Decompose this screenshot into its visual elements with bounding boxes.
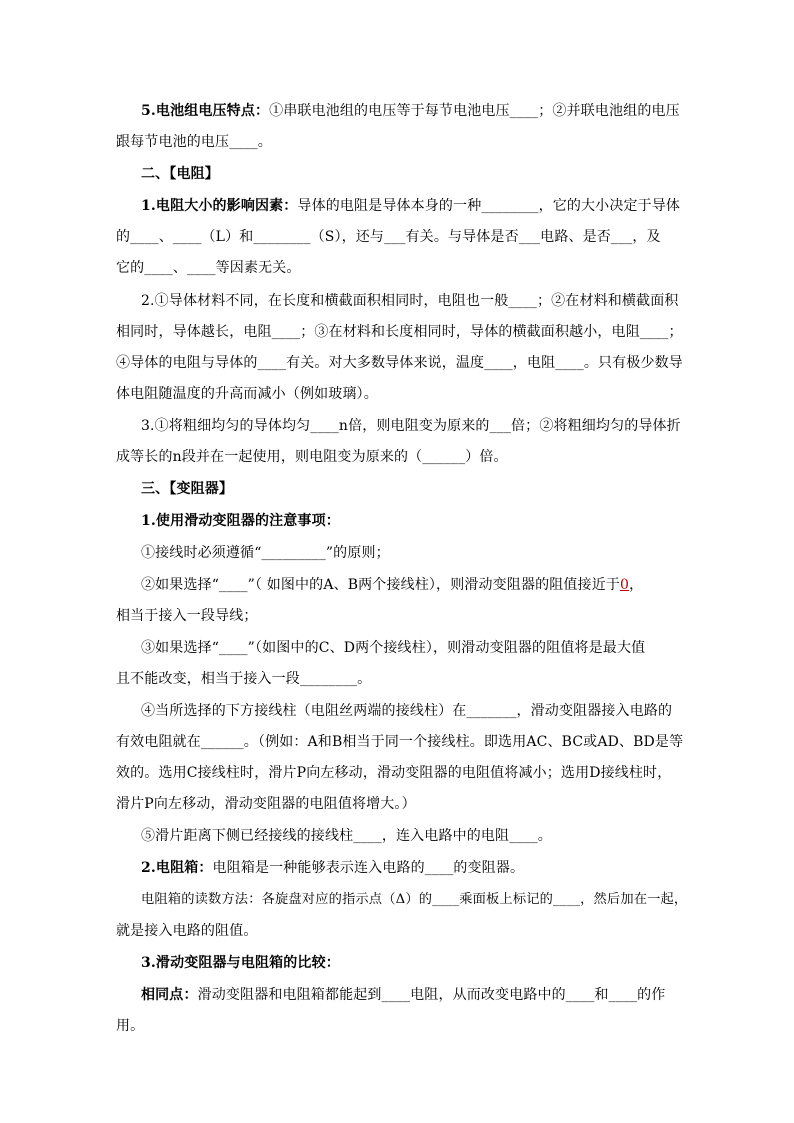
rheostat-p3-line2: 且不能改变，相当于接入一段________。 — [116, 671, 372, 687]
rheostat-p4-line1: ④当所选择的下方接线柱（电阻丝两端的接线柱）在_______，滑动变阻器接入电路的 — [141, 703, 673, 719]
box-text: 电阻箱是一种能够表示连入电路的____的变阻器。 — [212, 860, 525, 876]
box-line1 — [141, 858, 524, 878]
section5-text: ①串联电池组的电压等于每节电池电压____；②并联电池组的电压 — [269, 103, 680, 119]
item1-label: 1.电阻大小的影响因素： — [141, 198, 298, 214]
item2-line4: 体电阻随温度的升高而减小（例如玻璃）。 — [116, 386, 378, 402]
compare-title: 3.滑动变阻器与电阻箱的比较： — [141, 955, 340, 971]
item2-line1: 2.①导体材料不同，在长度和横截面积相同时，电阻也一般____；②在材料和横截面积 — [141, 293, 679, 309]
compare-same-text: 滑动变阻器和电阻箱都能起到____电阻，从而改变电路中的____和____的作 — [197, 987, 666, 1003]
compare-same-label: 相同点： — [141, 987, 198, 1003]
section5-line2: 跟每节电池的电压____。 — [116, 134, 272, 150]
rheostat-p2-line2: 相当于接入一段导线； — [116, 608, 258, 624]
box-read-line1: 电阻箱的读数方法：各旋盘对应的指示点（Δ）的____乘面板上标记的____，然后加在一起， — [141, 892, 688, 907]
rheostat-p5: ⑤滑片距离下侧已经接线的接线柱____，连入电路中的电阻____。 — [141, 828, 552, 844]
rheostat-p4-line2: 有效电阻就在______。（例如：A和B相当于同一个接线柱。即选用AC、BC或AD、BD是等 — [116, 734, 684, 750]
rheostat-p3-line1: ③如果选择“____”（如图中的C、D两个接线柱），则滑动变阻器的阻值将是最大值 — [141, 640, 646, 656]
item2-line2: 相同时，导体越长，电阻____；③在材料和长度相同时，导体的横截面积越小，电阻____； — [116, 324, 683, 340]
box-label: 2.电阻箱： — [141, 860, 213, 876]
compare-same-line1 — [141, 985, 665, 1005]
heading-resistance: 二、【电阻】 — [141, 166, 219, 182]
item1-line2: 的____、____（L）和________（S），还与___有关。与导体是否___电路、是否___，及 — [116, 229, 661, 245]
item1-text: 导体的电阻是导体本身的一种________，它的大小决定于导体 — [297, 198, 681, 214]
item3-line1: 3.①将粗细均匀的导体均匀____n倍，则电阻变为原来的___倍；②将粗细均匀的导体折 — [141, 418, 681, 434]
heading-rheostat: 三、【变阻器】 — [141, 481, 234, 497]
box-read-line2: 就是接入电路的阻值。 — [116, 923, 258, 939]
rheostat-p2-text: ②如果选择“____”（ 如图中的A、B两个接线柱），则滑动变阻器的阻值接近于 — [141, 577, 621, 593]
rheostat-p4-line4: 滑片P向左移动，滑动变阻器的电阻值将增大。） — [116, 796, 416, 812]
item2-line3: ④导体的电阻与导体的____有关。对大多数导体来说，温度____，电阻____。只有极少数导 — [116, 355, 683, 371]
rheostat-p4-line3: 效的。选用C接线柱时，滑片P向左移动，滑动变阻器的电阻值将减小；选用D接线柱时， — [116, 765, 672, 781]
compare-same-line2: 用。 — [116, 1018, 145, 1034]
rheostat-p1: ①接线时必须遵循“_________”的原则； — [141, 545, 390, 561]
section5-label: 5.电池组电压特点： — [141, 103, 270, 119]
section5-line1 — [141, 101, 680, 121]
item1-line1 — [141, 196, 680, 216]
rheostat-p2-red-value: 0 — [620, 577, 630, 593]
rheostat-p2-comma: ， — [629, 577, 644, 593]
rheostat-p2-line1 — [141, 575, 643, 595]
item1-line3: 它的____、____等因素无关。 — [116, 260, 301, 276]
item3-line2: 成等长的n段并在一起使用，则电阻变为原来的（______）倍。 — [116, 449, 508, 465]
rheostat-title: 1.使用滑动变阻器的注意事项： — [141, 513, 340, 529]
